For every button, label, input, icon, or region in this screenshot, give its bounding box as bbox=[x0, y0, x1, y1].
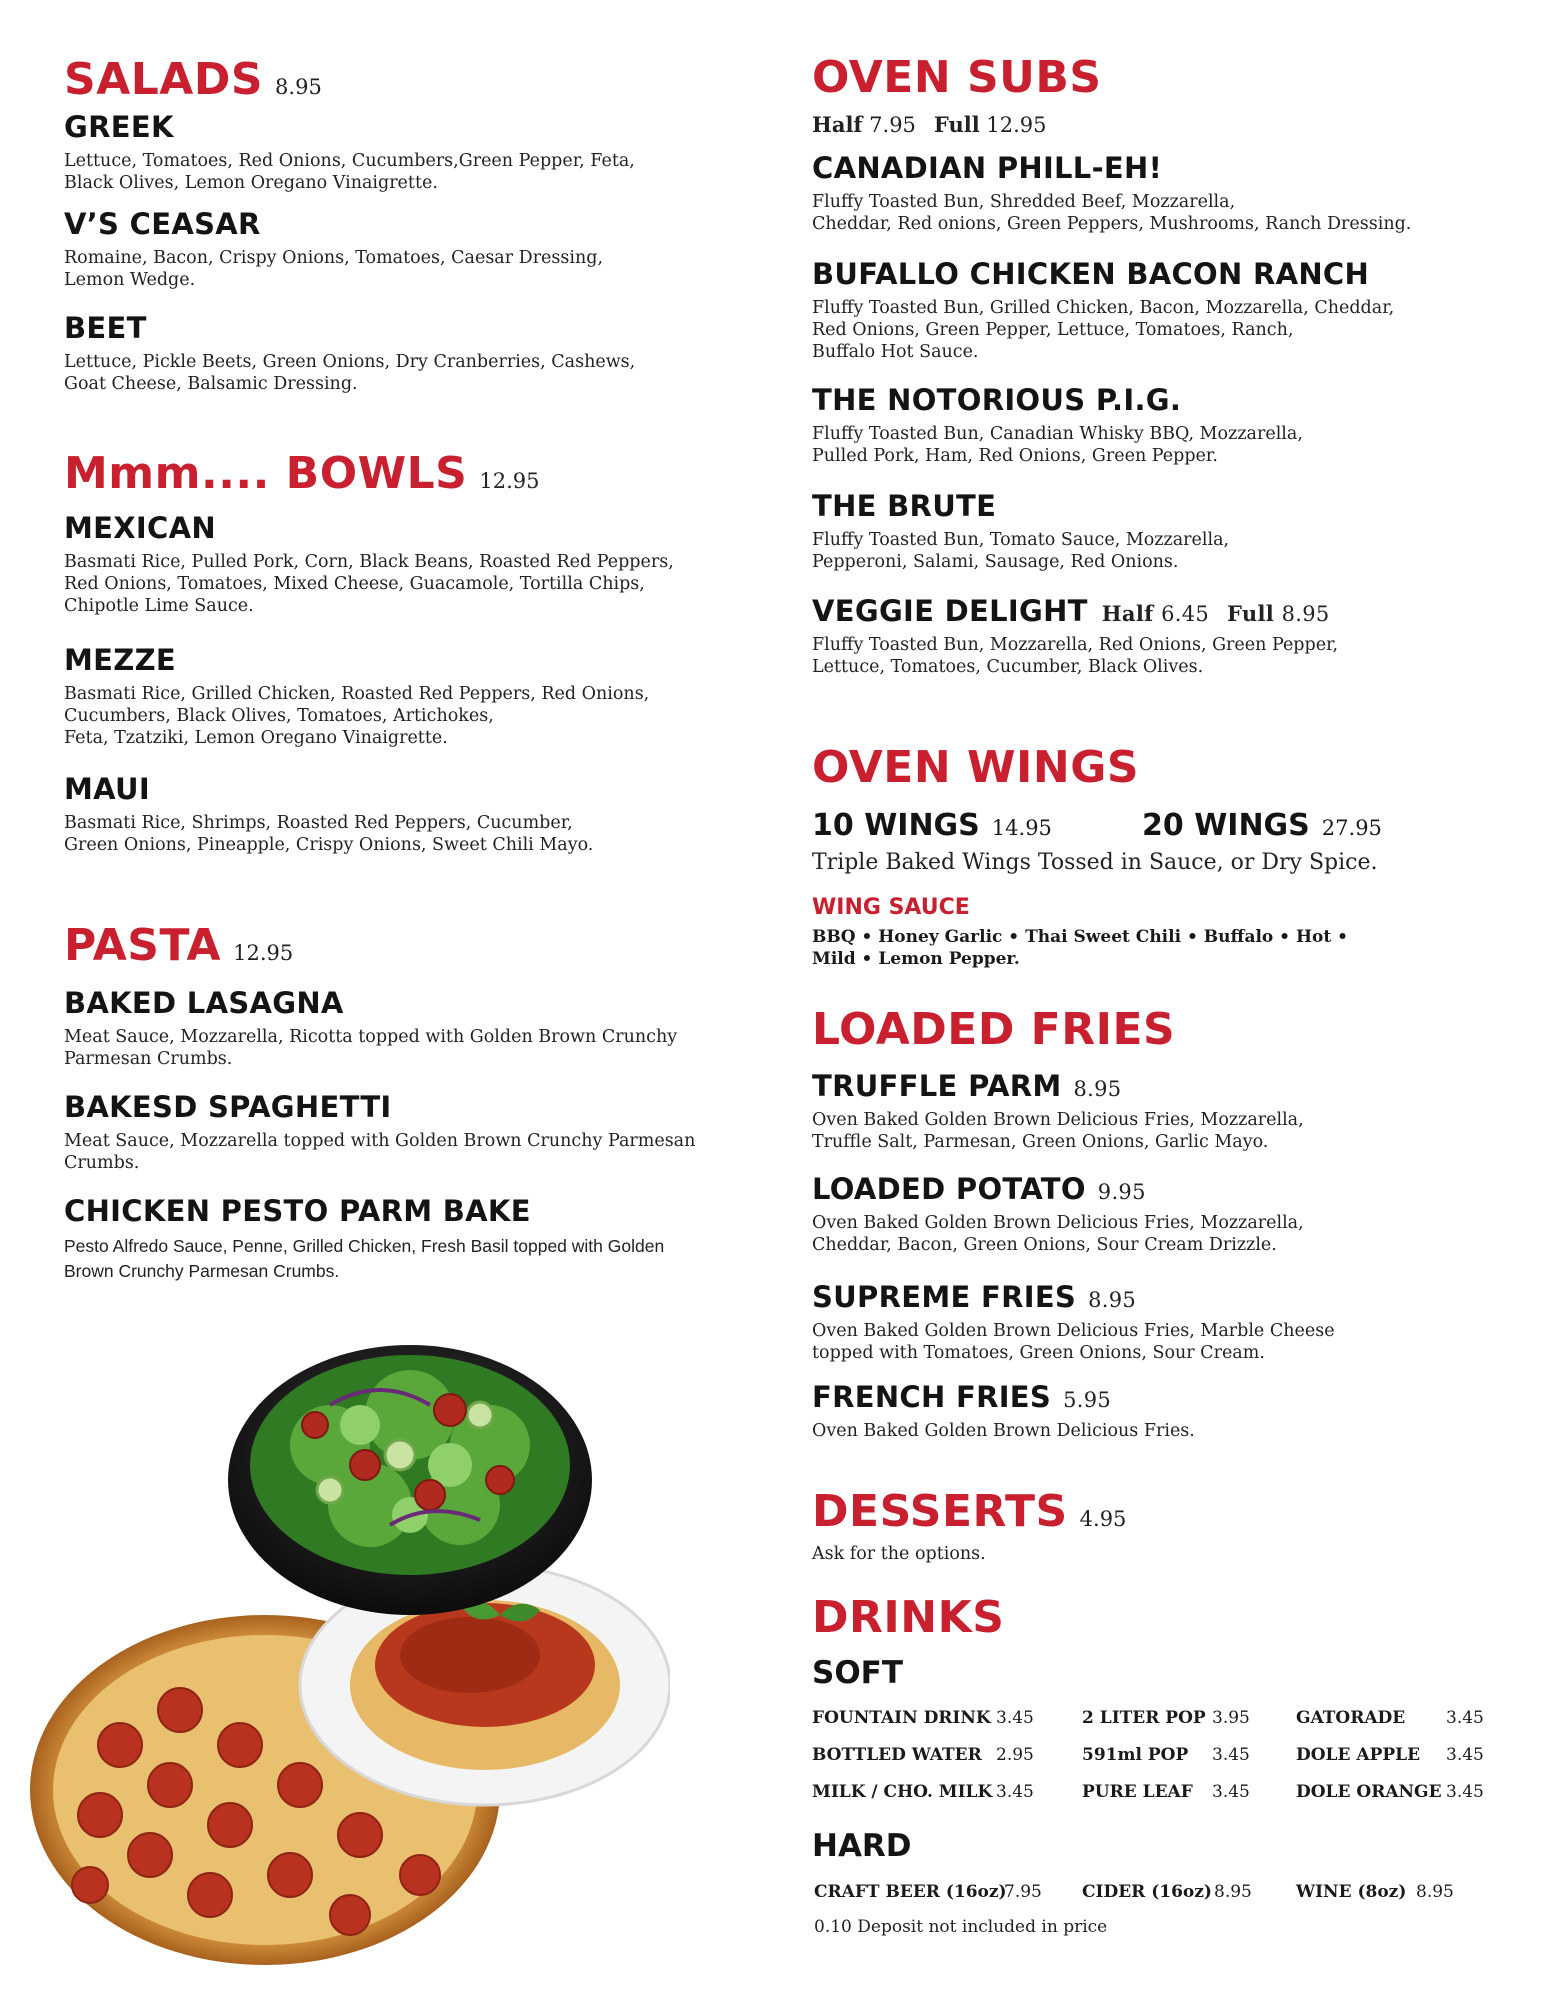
item-desc: Oven Baked Golden Brown Delicious Fries, Marble Cheese topped with Tomatoes, Green Onions, Sour Cream. bbox=[812, 1321, 1335, 1363]
menu-item-veggie-delight bbox=[812, 594, 1502, 678]
menu-item-spaghetti bbox=[64, 1090, 744, 1174]
drink-item bbox=[1082, 1882, 1252, 1902]
menu-item-mexican bbox=[64, 511, 744, 617]
menu-item-french-fries bbox=[812, 1380, 1502, 1442]
item-desc: Lettuce, Pickle Beets, Green Onions, Dry Cranberries, Cashews, Goat Cheese, Balsamic Dressing. bbox=[64, 352, 636, 394]
item-name: CANADIAN PHILL-EH! bbox=[812, 151, 1163, 185]
pasta-title: PASTA bbox=[64, 920, 222, 971]
item-name: FRENCH FRIES bbox=[812, 1380, 1052, 1414]
item-name: MAUI bbox=[64, 772, 150, 806]
drink-item bbox=[814, 1882, 1042, 1902]
full-price: 8.95 bbox=[1281, 602, 1330, 626]
bowls-title: Mmm.... BOWLS bbox=[64, 448, 468, 499]
half-price: 6.45 bbox=[1161, 602, 1210, 626]
drink-price: 3.45 bbox=[1446, 1708, 1484, 1728]
item-name-row bbox=[812, 1069, 1502, 1103]
drink-name: FOUNTAIN DRINK bbox=[812, 1708, 991, 1728]
drink-item bbox=[1296, 1745, 1484, 1765]
drink-name: MILK / CHO. MILK bbox=[812, 1782, 993, 1802]
item-name: MEZZE bbox=[64, 643, 177, 677]
menu-item-supreme-fries bbox=[812, 1280, 1502, 1364]
item-desc: Oven Baked Golden Brown Delicious Fries, Mozzarella, Truffle Salt, Parmesan, Green Onions, Garlic Mayo. bbox=[812, 1110, 1304, 1152]
wings-20-name: 20 WINGS bbox=[1142, 808, 1310, 843]
bowls-header bbox=[64, 448, 539, 499]
drink-name: CRAFT BEER (16oz) bbox=[814, 1882, 1007, 1902]
item-name: TRUFFLE PARM bbox=[812, 1069, 1062, 1103]
item-desc: Fluffy Toasted Bun, Tomato Sauce, Mozzarella, Pepperoni, Salami, Sausage, Red Onions. bbox=[812, 530, 1230, 572]
drink-price: 3.45 bbox=[1212, 1745, 1250, 1765]
subs-half-full-prices bbox=[812, 112, 1047, 137]
drink-item bbox=[812, 1708, 1034, 1728]
item-desc: Basmati Rice, Pulled Pork, Corn, Black Beans, Roasted Red Peppers, Red Onions, Tomatoes, Mixed Cheese, Guacamole, Tortilla Chips, Chipotle Lime Sauce. bbox=[64, 552, 674, 616]
fries-header bbox=[812, 1004, 1175, 1055]
half-label: Half bbox=[812, 112, 863, 137]
item-name: VEGGIE DELIGHT bbox=[812, 594, 1088, 628]
item-name: BEET bbox=[64, 311, 147, 345]
item-name: BAKED LASAGNA bbox=[64, 986, 344, 1020]
half-price: 7.95 bbox=[869, 113, 916, 137]
wing-sauce-title: WING SAUCE bbox=[812, 895, 970, 920]
item-desc: Lettuce, Tomatoes, Red Onions, Cucumbers,Green Pepper, Feta, Black Olives, Lemon Oregano Vinaigrette. bbox=[64, 151, 635, 193]
desserts-desc: Ask for the options. bbox=[812, 1544, 986, 1564]
item-name-row bbox=[812, 1380, 1502, 1414]
drink-item bbox=[1082, 1708, 1250, 1728]
drink-name: PURE LEAF bbox=[1082, 1782, 1193, 1802]
salads-title: SALADS bbox=[64, 54, 264, 105]
desserts-header bbox=[812, 1486, 1126, 1537]
subs-title: OVEN SUBS bbox=[812, 52, 1102, 103]
drink-price: 7.95 bbox=[1004, 1882, 1042, 1902]
item-desc: Oven Baked Golden Brown Delicious Fries. bbox=[812, 1421, 1195, 1441]
wings-header bbox=[812, 742, 1139, 793]
item-desc: Romaine, Bacon, Crispy Onions, Tomatoes, Caesar Dressing, Lemon Wedge. bbox=[64, 248, 604, 290]
drink-price: 3.45 bbox=[996, 1782, 1034, 1802]
wings-10-price: 14.95 bbox=[991, 816, 1052, 840]
drink-name: 591ml POP bbox=[1082, 1745, 1189, 1765]
wings-20-price: 27.95 bbox=[1321, 816, 1382, 840]
drinks-title: DRINKS bbox=[812, 1592, 1005, 1643]
soft-drinks-title: SOFT bbox=[812, 1655, 904, 1691]
drink-price: 8.95 bbox=[1416, 1882, 1454, 1902]
hard-drinks-title: HARD bbox=[812, 1828, 912, 1864]
wings-10-name: 10 WINGS bbox=[812, 808, 980, 843]
item-price: 8.95 bbox=[1073, 1077, 1122, 1101]
drink-price: 3.45 bbox=[996, 1708, 1034, 1728]
item-desc: Meat Sauce, Mozzarella, Ricotta topped with Golden Brown Crunchy Parmesan Crumbs. bbox=[64, 1027, 678, 1069]
wing-sauce-list: BBQ • Honey Garlic • Thai Sweet Chili • Buffalo • Hot • Mild • Lemon Pepper. bbox=[812, 927, 1348, 969]
item-price: 5.95 bbox=[1063, 1388, 1112, 1412]
item-desc: Fluffy Toasted Bun, Mozzarella, Red Onions, Green Pepper, Lettuce, Tomatoes, Cucumber, Black Olives. bbox=[812, 635, 1339, 677]
menu-item-pesto-bake bbox=[64, 1194, 744, 1284]
food-photo-collage bbox=[30, 1315, 670, 1975]
menu-item-notorious-pig bbox=[812, 383, 1502, 467]
menu-item-loaded-potato bbox=[812, 1172, 1502, 1256]
wings-option-20 bbox=[1142, 808, 1382, 843]
item-name-row bbox=[812, 1172, 1502, 1206]
menu-item-buffalo-ranch bbox=[812, 257, 1502, 363]
drinks-header bbox=[812, 1592, 1004, 1643]
item-desc: Basmati Rice, Grilled Chicken, Roasted Red Peppers, Red Onions, Cucumbers, Black Olives, Tomatoes, Artichokes, Feta, Tzatziki, Lemon Oregano Vinaigrette. bbox=[64, 684, 650, 748]
desserts-title: DESSERTS bbox=[812, 1486, 1068, 1537]
item-desc: Meat Sauce, Mozzarella topped with Golden Brown Crunchy Parmesan Crumbs. bbox=[64, 1131, 696, 1173]
item-price: 9.95 bbox=[1097, 1180, 1146, 1204]
drink-item bbox=[1296, 1782, 1484, 1802]
drink-name: DOLE APPLE bbox=[1296, 1745, 1421, 1765]
desserts-price: 4.95 bbox=[1079, 1507, 1127, 1531]
item-name: BUFALLO CHICKEN BACON RANCH bbox=[812, 257, 1370, 291]
full-label: Full bbox=[1227, 601, 1274, 626]
drink-price: 8.95 bbox=[1214, 1882, 1252, 1902]
item-desc: Oven Baked Golden Brown Delicious Fries, Mozzarella, Cheddar, Bacon, Green Onions, Sour Cream Drizzle. bbox=[812, 1213, 1304, 1255]
fries-title: LOADED FRIES bbox=[812, 1004, 1176, 1055]
item-name: SUPREME FRIES bbox=[812, 1280, 1077, 1314]
drink-name: BOTTLED WATER bbox=[812, 1745, 982, 1765]
item-name: MEXICAN bbox=[64, 511, 216, 545]
drink-price: 2.95 bbox=[996, 1745, 1034, 1765]
item-name: THE NOTORIOUS P.I.G. bbox=[812, 383, 1182, 417]
item-name: CHICKEN PESTO PARM BAKE bbox=[64, 1194, 531, 1228]
drink-name: CIDER (16oz) bbox=[1082, 1882, 1212, 1902]
drink-price: 3.45 bbox=[1446, 1782, 1484, 1802]
drink-item bbox=[1082, 1745, 1250, 1765]
menu-item-brute bbox=[812, 489, 1502, 573]
salad-image bbox=[228, 1345, 592, 1615]
drink-item bbox=[812, 1745, 1034, 1765]
item-desc: Fluffy Toasted Bun, Shredded Beef, Mozzarella, Cheddar, Red onions, Green Peppers, Mushrooms, Ranch Dressing. bbox=[812, 192, 1412, 234]
salads-header bbox=[64, 54, 322, 105]
half-label: Half bbox=[1101, 601, 1154, 626]
item-price: 8.95 bbox=[1088, 1288, 1137, 1312]
menu-item-beet bbox=[64, 311, 744, 395]
item-name: BAKESD SPAGHETTI bbox=[64, 1090, 392, 1124]
subs-header bbox=[812, 52, 1102, 103]
item-name: LOADED POTATO bbox=[812, 1172, 1086, 1206]
menu-item-lasagna bbox=[64, 986, 744, 1070]
item-desc: Pesto Alfredo Sauce, Penne, Grilled Chicken, Fresh Basil topped with Golden Brown Crunchy Parmesan Crumbs. bbox=[64, 1236, 665, 1281]
pasta-price: 12.95 bbox=[233, 941, 294, 965]
item-name-row bbox=[812, 594, 1502, 628]
item-name-row bbox=[812, 1280, 1502, 1314]
wings-option-10 bbox=[812, 808, 1052, 843]
menu-item-maui bbox=[64, 772, 744, 856]
drink-item bbox=[1082, 1782, 1250, 1802]
menu-item-phill-eh bbox=[812, 151, 1502, 235]
full-label: Full bbox=[933, 112, 980, 137]
drink-price: 3.45 bbox=[1446, 1745, 1484, 1765]
drink-item bbox=[812, 1782, 1034, 1802]
drink-name: 2 LITER POP bbox=[1082, 1708, 1206, 1728]
deposit-note: 0.10 Deposit not included in price bbox=[814, 1917, 1108, 1937]
menu-item-greek bbox=[64, 110, 744, 194]
wings-title: OVEN WINGS bbox=[812, 742, 1140, 793]
item-desc: Basmati Rice, Shrimps, Roasted Red Peppers, Cucumber, Green Onions, Pineapple, Crispy Onions, Sweet Chili Mayo. bbox=[64, 813, 594, 855]
drink-item bbox=[1296, 1882, 1454, 1902]
drink-name: DOLE ORANGE bbox=[1296, 1782, 1442, 1802]
drink-price: 3.95 bbox=[1212, 1708, 1250, 1728]
drink-name: WINE (8oz) bbox=[1296, 1882, 1407, 1902]
item-desc: Fluffy Toasted Bun, Canadian Whisky BBQ, Mozzarella, Pulled Pork, Ham, Red Onions, Green Pepper. bbox=[812, 424, 1303, 466]
drink-price: 3.45 bbox=[1212, 1782, 1250, 1802]
item-name: GREEK bbox=[64, 110, 174, 144]
wings-desc: Triple Baked Wings Tossed in Sauce, or Dry Spice. bbox=[812, 850, 1378, 875]
pasta-header bbox=[64, 920, 293, 971]
menu-item-ceasar bbox=[64, 207, 744, 291]
full-price: 12.95 bbox=[986, 113, 1047, 137]
menu-item-truffle-parm bbox=[812, 1069, 1502, 1153]
bowls-price: 12.95 bbox=[479, 469, 540, 493]
item-desc: Fluffy Toasted Bun, Grilled Chicken, Bacon, Mozzarella, Cheddar, Red Onions, Green Pepper, Lettuce, Tomatoes, Ranch, Buffalo Hot Sauce. bbox=[812, 298, 1395, 362]
salads-price: 8.95 bbox=[275, 75, 322, 99]
item-name: V’S CEASAR bbox=[64, 207, 261, 241]
drink-item bbox=[1296, 1708, 1484, 1728]
drink-name: GATORADE bbox=[1296, 1708, 1406, 1728]
item-name: THE BRUTE bbox=[812, 489, 997, 523]
menu-item-mezze bbox=[64, 643, 744, 749]
